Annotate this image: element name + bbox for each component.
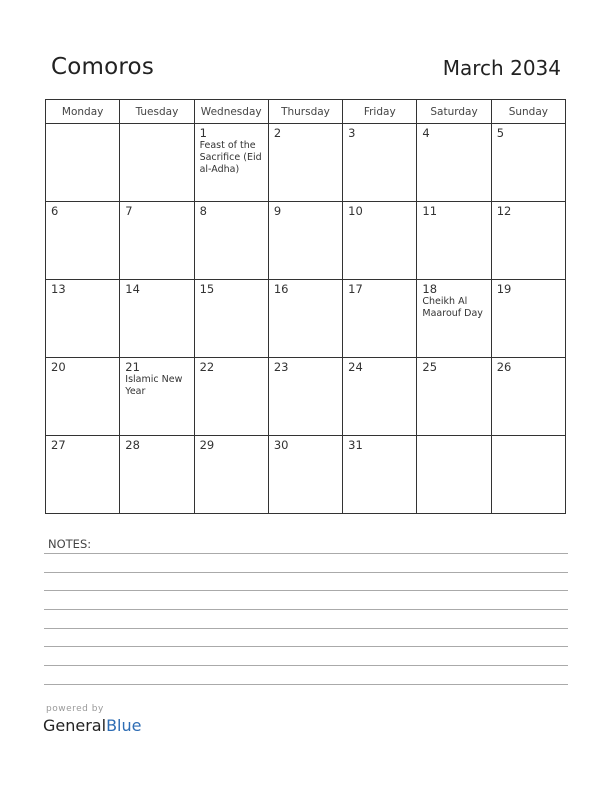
day-cell [194, 124, 268, 202]
day-cell [194, 436, 268, 514]
weekday-saturday: Saturday [417, 100, 491, 124]
day-number: 26 [496, 360, 512, 374]
day-number: 5 [496, 126, 505, 140]
day-cell [46, 358, 120, 436]
notes-line [44, 684, 568, 685]
notes-line [44, 646, 568, 647]
month-title: March 2034 [442, 56, 561, 80]
day-cell [417, 358, 491, 436]
day-number: 31 [348, 438, 363, 452]
day-number [120, 124, 193, 126]
day-cell [343, 280, 417, 358]
day-number: 27 [51, 438, 66, 452]
calendar-grid [45, 99, 566, 514]
notes-line [44, 553, 568, 554]
day-cell [194, 202, 268, 280]
day-cell [343, 202, 417, 280]
day-number: 22 [199, 360, 215, 374]
day-number: 11 [422, 204, 438, 218]
weekday-friday: Friday [343, 100, 417, 124]
day-cell [268, 436, 342, 514]
notes-line [44, 572, 568, 573]
day-number: 21 [125, 360, 140, 374]
day-number: 6 [51, 204, 59, 218]
holiday-label: Feast of the Sacrifice (Eid al-Adha) [199, 140, 262, 175]
brand-name-part2: Blue [106, 716, 142, 735]
notes-line [44, 609, 568, 610]
day-cell [120, 280, 194, 358]
notes-line [44, 665, 568, 666]
day-number: 7 [125, 204, 133, 218]
week-row [46, 124, 566, 202]
day-number: 29 [199, 438, 215, 452]
day-cell [268, 202, 342, 280]
weekday-sunday: Sunday [491, 100, 565, 124]
day-number: 8 [199, 204, 207, 218]
day-number: 30 [273, 438, 289, 452]
day-cell [268, 124, 342, 202]
day-cell [120, 436, 194, 514]
notes-line [44, 590, 568, 591]
day-cell [417, 202, 491, 280]
powered-by-text: powered by [46, 704, 104, 714]
weekday-monday: Monday [46, 100, 120, 124]
notes-line [44, 628, 568, 629]
week-row [46, 202, 566, 280]
day-cell [343, 124, 417, 202]
day-cell [343, 436, 417, 514]
day-cell [268, 358, 342, 436]
day-number [417, 436, 490, 438]
day-cell [46, 124, 120, 202]
weekday-wednesday: Wednesday [194, 100, 268, 124]
weekday-tuesday: Tuesday [120, 100, 194, 124]
day-number: 2 [273, 126, 282, 140]
day-number: 9 [273, 204, 282, 218]
weekday-header-row [46, 100, 566, 124]
holiday-label: Islamic New Year [125, 374, 183, 397]
weekday-thursday: Thursday [268, 100, 342, 124]
day-number [46, 124, 119, 126]
day-cell [343, 358, 417, 436]
day-cell [417, 436, 491, 514]
day-number: 13 [51, 282, 66, 296]
country-title: Comoros [51, 54, 155, 80]
day-cell [491, 436, 565, 514]
holiday-label: Cheikh Al Maarouf Day [422, 296, 483, 319]
day-number: 25 [422, 360, 438, 374]
notes-label: NOTES: [48, 537, 92, 551]
day-number: 19 [496, 282, 512, 296]
day-cell [491, 280, 565, 358]
day-number: 16 [273, 282, 289, 296]
brand-name-part1: General [43, 716, 107, 735]
day-cell [46, 436, 120, 514]
day-number: 14 [125, 282, 140, 296]
day-number: 28 [125, 438, 140, 452]
day-number: 15 [199, 282, 215, 296]
day-cell [194, 358, 268, 436]
day-cell [194, 280, 268, 358]
day-number: 3 [348, 126, 356, 140]
day-cell [417, 280, 491, 358]
day-cell [491, 124, 565, 202]
brand-logo[interactable] [43, 716, 141, 735]
day-number: 12 [496, 204, 512, 218]
day-number: 10 [348, 204, 363, 218]
day-number: 20 [51, 360, 66, 374]
day-number: 4 [422, 126, 430, 140]
day-number: 23 [273, 360, 289, 374]
day-cell [120, 202, 194, 280]
day-cell [120, 124, 194, 202]
day-number [492, 436, 565, 438]
day-cell [491, 202, 565, 280]
day-number: 24 [348, 360, 363, 374]
day-cell [268, 280, 342, 358]
day-cell [46, 202, 120, 280]
day-cell [417, 124, 491, 202]
week-row [46, 358, 566, 436]
week-row [46, 280, 566, 358]
day-number: 18 [422, 282, 438, 296]
day-cell [120, 358, 194, 436]
day-number: 17 [348, 282, 363, 296]
day-cell [491, 358, 565, 436]
week-row [46, 436, 566, 514]
day-cell [46, 280, 120, 358]
day-number: 1 [199, 126, 207, 140]
